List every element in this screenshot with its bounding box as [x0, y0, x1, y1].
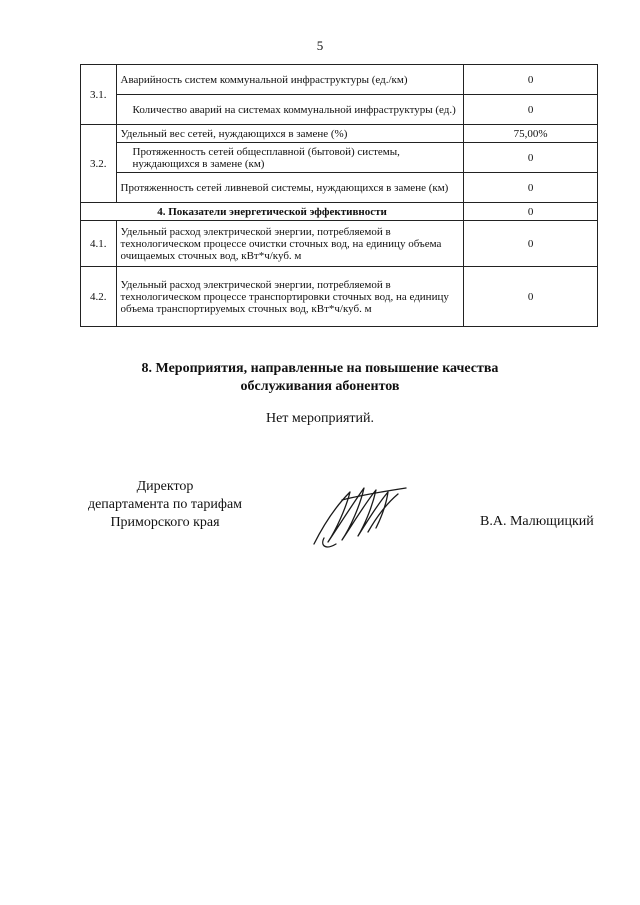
- indicator-description: Удельный вес сетей, нуждающихся в замене (%): [116, 125, 464, 143]
- indicator-value: 0: [464, 143, 598, 173]
- row-number: 3.1.: [81, 65, 117, 125]
- page-number: 5: [316, 38, 324, 53]
- row-number: 4.1.: [81, 221, 117, 267]
- indicators-table: [80, 64, 598, 327]
- signer-name: В.А. Малющицкий: [480, 514, 594, 529]
- row-number: 4.2.: [81, 267, 117, 327]
- signature-graphic: [306, 478, 416, 558]
- indicator-value: 0: [464, 65, 598, 95]
- indicator-value: 75,00%: [464, 125, 598, 143]
- section-body: Нет мероприятий.: [265, 411, 375, 426]
- table-row: [81, 173, 598, 203]
- handwritten-signature: [306, 478, 416, 558]
- indicator-description: Протяженность сетей общесплавной (бытовой) системы, нуждающихся в замене (км): [116, 143, 464, 173]
- section-title: [0, 360, 640, 396]
- signer-title-line: Приморского края: [110, 515, 220, 530]
- table-row: [81, 143, 598, 173]
- table-row: [81, 65, 598, 95]
- section-title-line: обслуживания абонентов: [240, 379, 400, 394]
- indicator-description: Удельный расход электрической энергии, потребляемой в технологическом процессе транспортировки сточных вод, на единицу объема транспортируемых сточных вод, кВт*ч/куб. м: [116, 267, 464, 327]
- indicator-value: 0: [464, 267, 598, 327]
- table-row: [81, 267, 598, 327]
- signer-title-line: Директор: [136, 479, 194, 494]
- indicator-description: Количество аварий на системах коммунальной инфраструктуры (ед.): [116, 95, 464, 125]
- table-row: [81, 203, 598, 221]
- signer-title-line: департамента по тарифам: [87, 497, 243, 512]
- indicator-value: 0: [464, 173, 598, 203]
- indicator-description: Аварийность систем коммунальной инфраструктуры (ед./км): [116, 65, 464, 95]
- indicator-value: 0: [464, 95, 598, 125]
- table-row: [81, 95, 598, 125]
- indicator-description: Удельный расход электрической энергии, потребляемой в технологическом процессе очистки сточных вод, на единицу объема очищаемых сточных вод, кВт*ч/куб. м: [116, 221, 464, 267]
- indicator-description: Протяженность сетей ливневой системы, нуждающихся в замене (км): [116, 173, 464, 203]
- section-heading: 4. Показатели энергетической эффективности: [81, 203, 464, 221]
- signer-title: [70, 478, 260, 532]
- indicator-value: 0: [464, 221, 598, 267]
- section-title-line: 8. Мероприятия, направленные на повышение качества: [141, 361, 499, 376]
- indicator-value: 0: [464, 203, 598, 221]
- table-row: [81, 125, 598, 143]
- row-number: 3.2.: [81, 125, 117, 203]
- table-row: [81, 221, 598, 267]
